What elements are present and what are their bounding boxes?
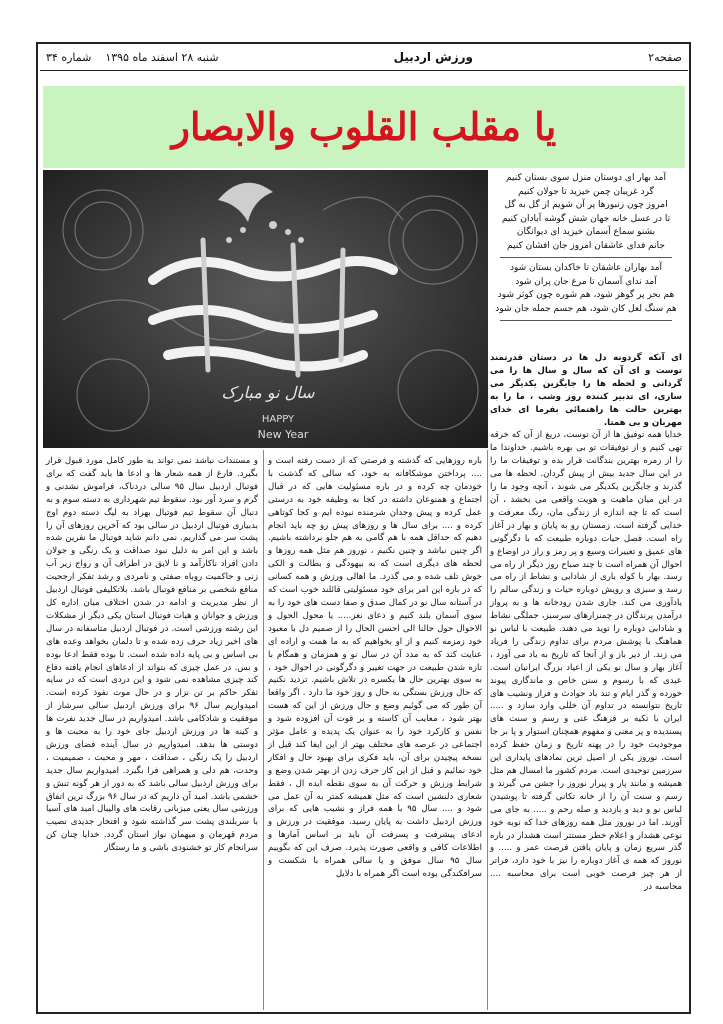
greeting-text: سال نو مبارک: [221, 383, 315, 402]
headline-banner: [43, 86, 685, 168]
poem-line: هم سنگ لعل کان شود، هم جسم جمله جان شود: [495, 303, 677, 314]
header-rule: [40, 70, 688, 71]
article-column-right: [490, 352, 682, 894]
page-number: صفحه۲: [648, 50, 682, 64]
poem-line: بشنو سماع آسمان خیزید ای دیوانگان: [516, 227, 656, 237]
header-meta: [46, 51, 218, 64]
column-divider: [263, 450, 264, 1010]
poem-line: گرد غریبان چمن خیزید تا جولان کنیم: [518, 186, 654, 197]
poem-line: تا در عسل خانه جهان شش گوشه آبادان کنیم: [501, 213, 671, 224]
issue-number: شماره ۳۴: [46, 50, 92, 64]
poem-line: آمد بهار ای دوستان منزل سوی بستان کنیم: [506, 173, 666, 183]
english-greeting-1: HAPPY: [261, 414, 295, 425]
article-column-middle: باره روزهایی که گذشته و فرصتی که از دست رفته است و .... پرداختن موشکافانه به خود، که سالی که گذشت با خودمان چه کرده و در باره مسئولیت هایی که در قبال اجتماع و همنوعان داشته در کجا به وظیفه خود به درستی عمل کرده و پیش وجدان شرمنده نبوده ایم و کجا کوتاهی کرده و .... برای سال ها و روزهای پیش رو چه باید انجام دهیم که حداقل همه با هم گامی به هم جلو برداشته باشیم. اگر چنین نباشد و چنین نکنیم ، نوروز هم مثل همه روزها و لحظه های دیگری است که به بیهودگی و بطالت و الکی خوش تلف شده و می گذرد. ما اهالی ورزش و همه کسانی که در باره این امر برای خود مسئولیتی قائلند خوب است که در آستانه سال نو در کمال صدق و صفا دست های خود را به سوی آسمان بلند کنیم و دعای نغز..... یا محول الحول و الاحوال حول حالنا الی احسن الحال را از صمیم دل با معبود خود زمزمه کنیم و از او بخواهیم که به ما همت و اراده ای عنایت کند که به مدد آن در سال نو و همزمان و همگام با تازه شدن طبیعت در جهت تغییر و دگرگونی در احوال خود ، به سوی بهترین حال ها یکسره در تلاش باشیم. تردید نکنیم که حال ورزش بستگی به حال و روز خود ما دارد . اگر واقعا آن طور که می گوئیم وضع و حال ورزش از این که هست بهتر شود ، معایب آن کاسته و بر قوت آن افزوده شود و نفس و کارکرد خود را به عنوان یک پدیده و عامل مؤثر اجتماعی در عرصه های مختلف بهتر از این ایفا کند قبل از نسخه پیچیدن برای آن، باید فکری برای بهبود حال و افکار خود نمائیم و قبل از این کار حرف زدن از بهتر شدن وضع و شرایط ورزش و حرکت آن به سوی نقطه ایده ال ، فقط شعاری دلنشین است که مثل همیشه کمتر به آن عمل می شود و .... سال ۹۵ با همه فراز و نشیب هایی که برای ورزش اردبیل داشت به پایان رسید. موفقیت در ورزش و ادعای پیشرفت و پسرفت آن باید بر اساس آمارها و اطلاعات کافی و واقعی صورت پذیرد. صرف این که بگوییم سال ۹۵ سال موفق و یا سالی همراه با شکست و سرافکندگی بوده است اگر همراه با دلایل: [268, 456, 482, 879]
poem-divider: [500, 257, 672, 258]
calligraphy-image: [43, 170, 488, 448]
issue-date: شنبه ۲۸ اسفند ماه ۱۳۹۵: [105, 50, 219, 64]
poem-divider: [500, 320, 672, 321]
publication-title: ورزش اردبیل: [393, 50, 473, 64]
poem-line: آمد بهاران عاشقان تا خاکدان بستان شود: [509, 263, 663, 273]
poem-line: امروز چون زنبورها پر آن شویم از گل به گل: [504, 200, 668, 210]
poem-line: هم بحر پر گوهر شود، هم شوره چون کوثر شود: [497, 290, 675, 300]
article-column-left: و مستندات نباشد نمی تواند به طور کامل مورد قبول قرار بگیرد. فارغ از همه شعار ها و ادعا ها باید گفت که برای فوتبال اردبیل سال ۹۵ سالی دردناک، فراموش نشدنی و گرم و سرد آور بود. سقوط تیم شهرداری به دسته سوم و به دنبال آن سقوط تیم فوتبال بهراد به لیگ دسته دوم اوج بدبیاری فوتبال اردبیل در سالی بود که آخرین روزهای آن را پشت سر می گذاریم. نمی دانم شاید فوتبال ما نفرین شده باشد و این امر به دلیل نبود صداقت و یک رنگی و جولان دادن افراد ناکارآمد و نا لایق در اطراف آن و رواج زیر آب زنی و حاکمیت روباه صفتی و نامردی و رشد تفکر ارجحیت منافع شخصی بر منافع فوتبال باشد. بلاتکلیفی فوتبال اردبیل از نظر مدیریت و ادامه در شدن اختلاف میان اداره کل ورزش و جوانان و هیات فوتبال استان یکی دیگر از مشکلات این رشته ورزشی است. در فوتبال اردبیل متاسفانه در سال های اخیر زیاد حرف زده شده و تا دلمان بخواهد وعده های بی اساس و بی پایه داده شده است. تا بوده فقط ادعا بوده و بس. در عمل چیزی که بتواند از ادعاهای انجام یافته دفاع کند چیزی مشاهده نمی شود و این دردی است که در سایه تفکر حاکم بر تن نزار و در حال موت نفوذ کرده است. امیدواریم سال ۹۶ برای ورزش اردبیل سالی سرشار از موفقیت و شادکامی باشد. امیدواریم در سال جدید نفرت ها و کینه ها در ورزش اردبیل جای خود را به محبت ها و دوستی ها بدهد. امیدواریم در سال آینده فضای ورزش اردبیل را یک رنگی ، صداقت ، مهر و محبت ، صمیمیت ، وحدت، هم دلی و همراهی فرا بگیرد. امیدواریم سال جدید برای ورزش اردبیل سالی باشد که به دور از هر گونه تنش و خشمی باشد. امید آن داریم که در سال ۹۶ بزرگ ترین اتفاق ورزشی سال یعنی میزبانی رقابت های والیبال امید های آسیا با سربلندی پشت سر گذاشته شود و افتخار جدیدی نصیب مردم قهرمان و میهمان نواز استان گردد. خدایا چنان کن سرانجام کار تو خشنودی باشی و ما رستگار: [46, 456, 258, 854]
poem: [490, 172, 682, 325]
english-greeting-2: New Year: [257, 428, 309, 441]
page-header: [40, 45, 688, 69]
headline: یا مقلب القلوب والابصار: [171, 104, 557, 149]
article-body-right: خدایا همه توفیق ها از آن توست، دریغ از آن که خرقه تهی کنیم و از توفیقات تو بی بهره باشیم. خداوندا ما را از زمره بهترین بندگانت قرار بده و توفیقات ما را در این سال جدید بیش از پیش گردان. لحظه ها می گذرند و جایگزین یکدیگر می شوند ، آنچه وجود ما را در این میان ماهیت و هویت واقعی می بخشد ، آن است که تا چه اندازه از زندگی مان، رنگ معرفت و خدایی گرفته است. زمستان رو به پایان و بهار در آغاز راه است. فصل حیات دوباره طبیعت که با دگرگونی های عمیق و تغییرات وسیع و پر رمز و راز در اوضاع و احوال آن همراه است تا چند صباح روز دیگر از راه می رسد. بهار با کوله باری از شادابی و نشاط از راه می رسد و سبزی و رویش دوباره حیات و زندگی سالم را یادآوری می کند. جاری شدن رودخانه ها و به پرواز درآمدن پرندگان در چمنزارهای سرسبز، جملگی نشاط و شادابی دوباره را نوید می دهند. طبیعت با لباس نو هماهنگ با پوشش مردم برای تداوم زندگی را فریاد می زند. از دیر باز و از آنجا که تاریخ به یاد می آورد ، آغاز بهار و سال نو یکی از اعیاد بزرگ ایرانیان است. عیدی که با رسوم و سنن خاص و ماندگاری پیوند خورده و گذر ایام و تند باد حوادث و فراز ونشیب های تاریخ نتوانسته در تداوم آن خللی وارد سازد و ..... ایران با تکیه بر فرهنگ غنی و رسم و سنت های پسندیده و پر معنی و مفهوم همچنان استوار و پا بر جا موجودیت خود را در پهنه تاریخ و زمان حفظ کرده است. نوروز یکی از اصیل ترین نمادهای پایداری این سرزمین توحیدی است. مردم کشور ما امسال هم مثل همیشه و مانند پار و پیرار نوروز را جشن می گیرند و رسم و سنت آن را از خانه تکانی گرفته تا پوشیدن لباس نو و دید و بازدید و صله رحم و ..... به جای می آورند. اما در نوروز مثل همه روزهای خدا که نوبه خود نوعی هشدار و اعلام خطر مستتر است هشدار در باره گذر سریع زمان و پایان یافتن فرصت عمر و ..... و نوروز که همه ی آغاز دوباره را نیز با خود دارد، فراتر از هر چیز فرصت خوبی است برای محاسبه .... محاسبه در: [490, 430, 682, 893]
calligraphy-art: [43, 170, 488, 448]
column-divider: [487, 450, 488, 1010]
poem-line: آمد ندای آسمان تا مرغ جان پران شود: [515, 276, 657, 287]
poem-line: جانم فدای عاشقان امروز جان افشان کنیم: [507, 240, 665, 251]
article-lead: ای آنکه گردونه دل ها در دستان قدرتمند توست و ای آن که سال و سال ها را می گردانی و لحظه ها را جایگزین یکدیگر می سازی، ای تدبیر کننده روز وشب ، ما را به بهترین حالت ها راهنمائی بفرما ای خدای مهربان و بی همتا.: [490, 353, 682, 428]
